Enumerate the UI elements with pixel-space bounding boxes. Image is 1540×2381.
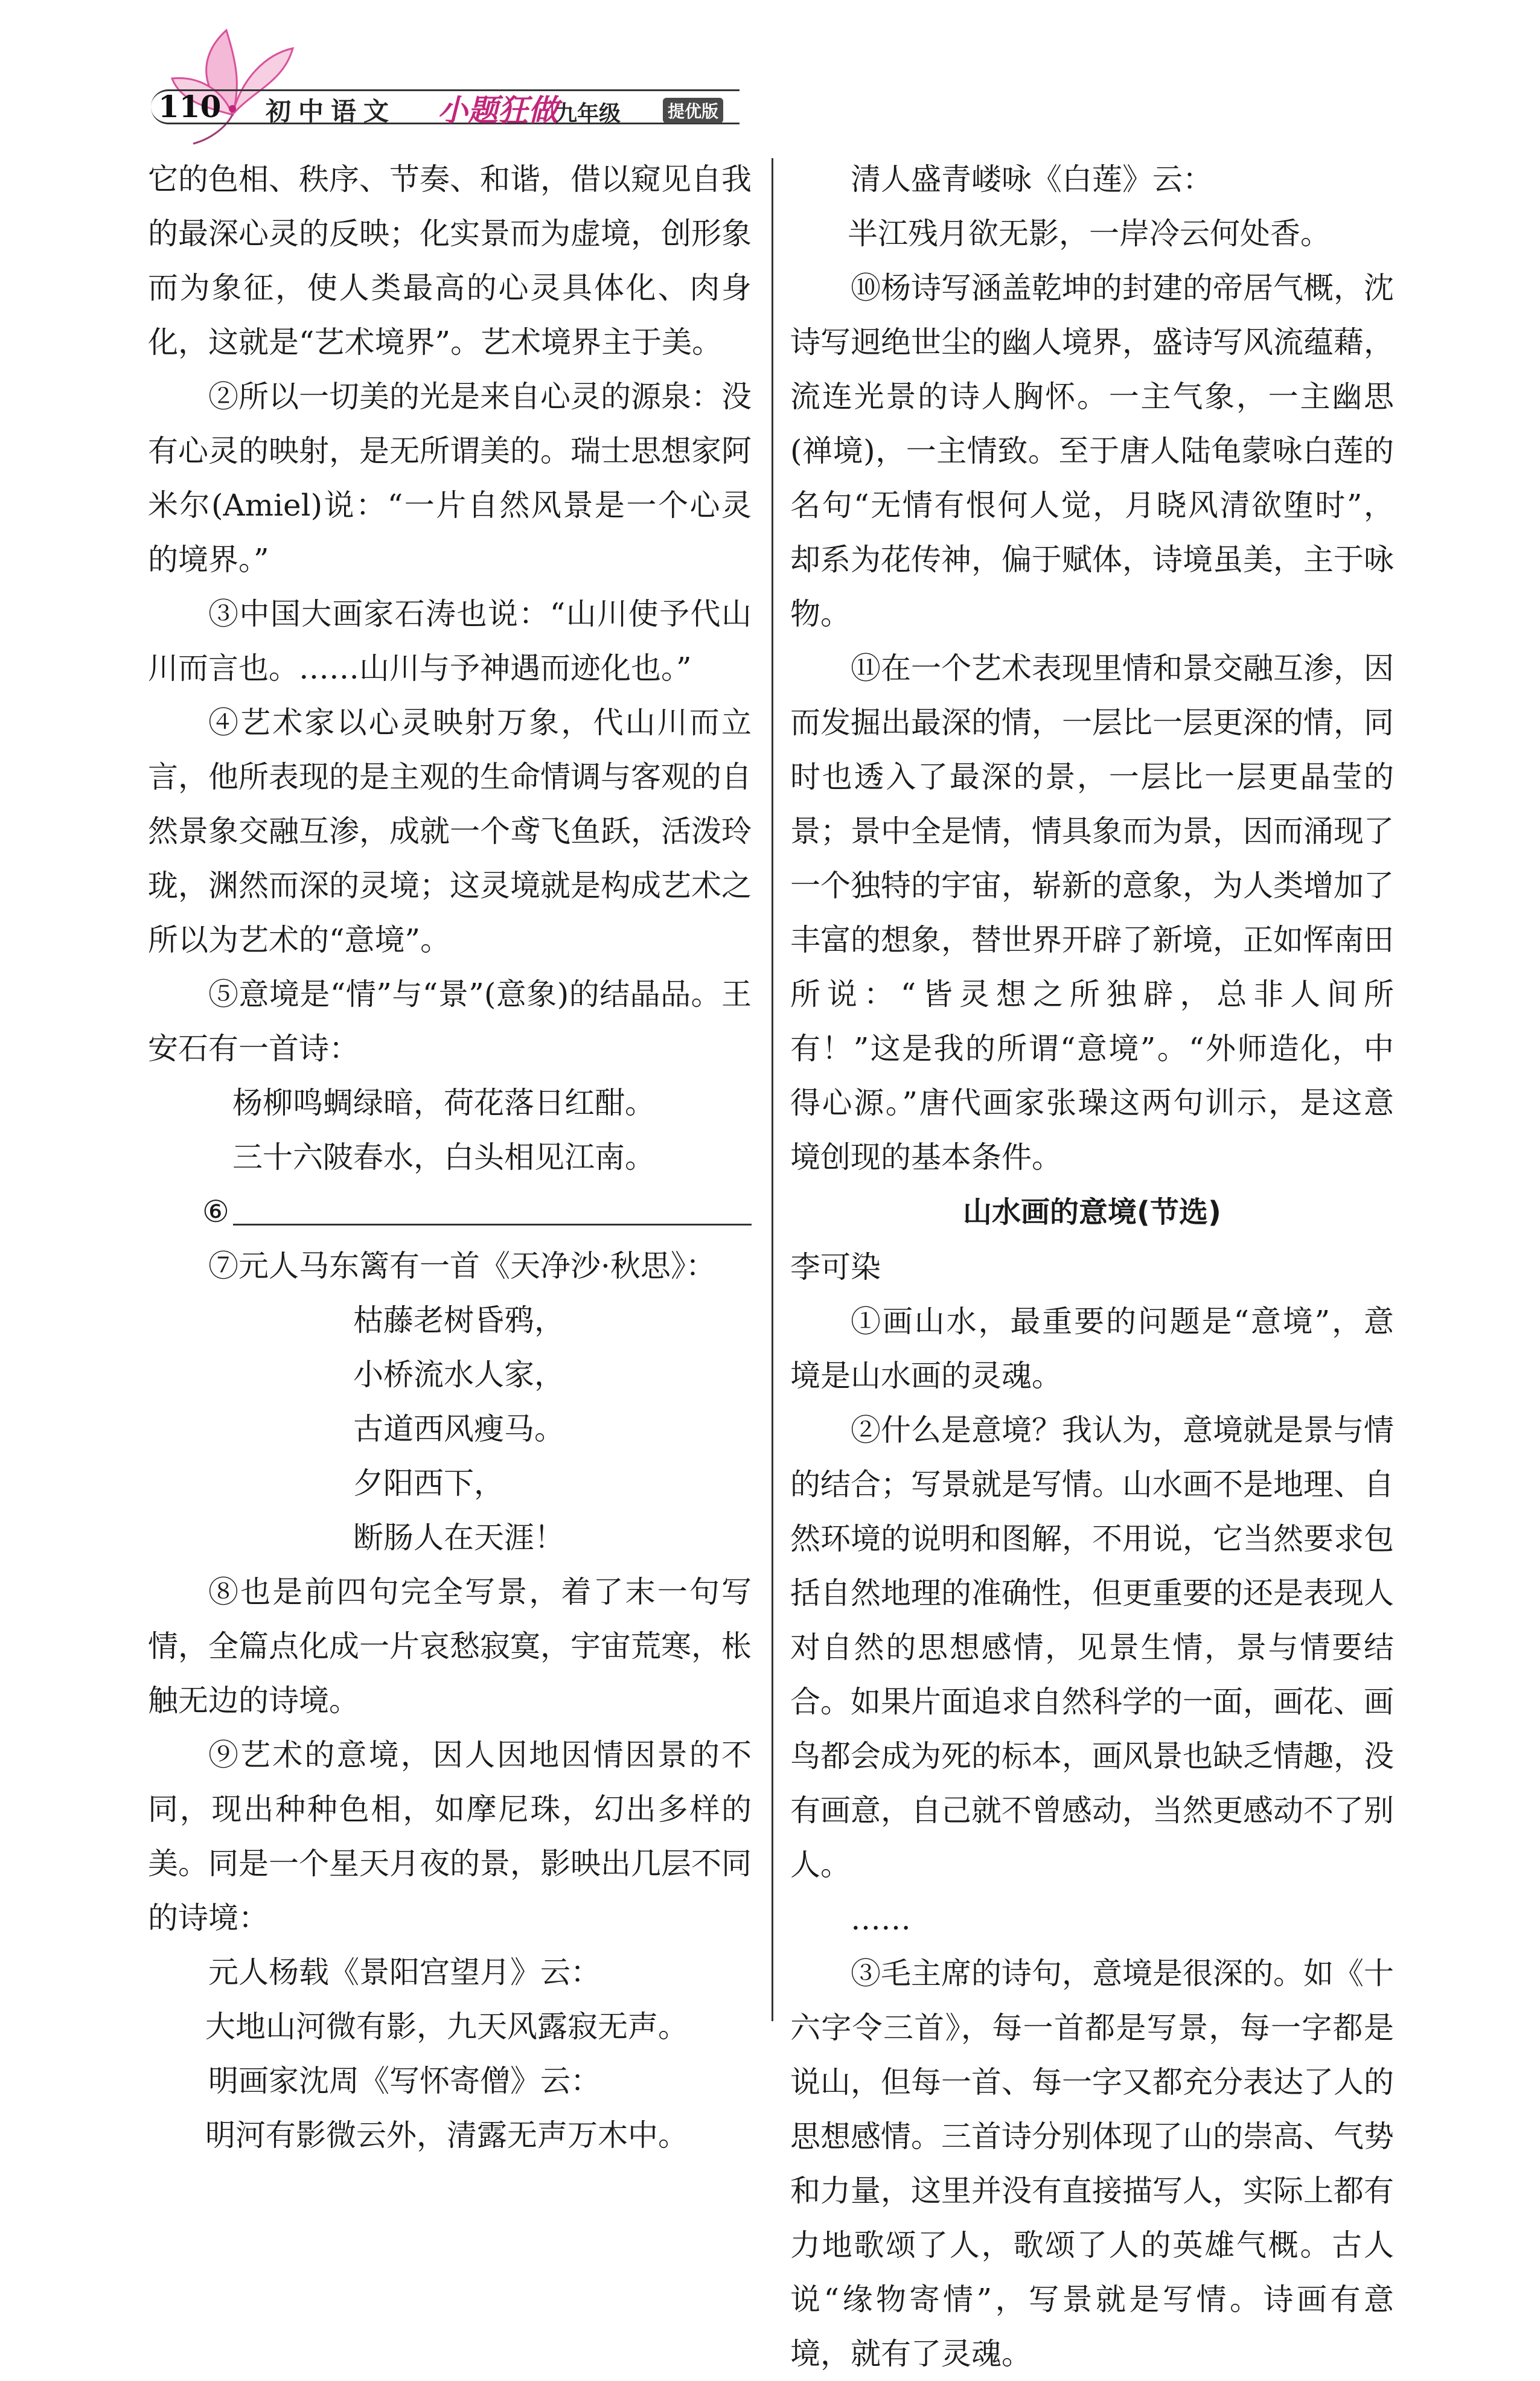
ci-line: 夕阳西下， bbox=[353, 1466, 504, 1501]
paragraph-7: ⑦元人马东篱有一首《天净沙·秋思》： bbox=[208, 1248, 716, 1283]
paragraph-11: ⑪在一个艺术表现里情和景交融互渗，因而发掘出最深的情，一层比一层更深的情，同时也透入了最深的景，一层比一层更晶莹的景；景中全是情，情具象而为景，因而涌现了一个独特的宇宙，崭新的意象，为人类增加了丰富的想象，替世界开辟了新境，正如恽南田所说：“皆灵想之所独辟，总非人间所有！”这是我的所谓“意境”。“外师造化，中得心源。”唐代画家张璪这两句训示，是这意境创现的基本条件。 bbox=[790, 651, 1394, 1175]
paragraph-9: ⑨艺术的意境，因人因地因情因景的不同，现出种种色相，如摩尼珠，幻出多样的美。同是一个星天月夜的景，影映出几层不同的诗境： bbox=[148, 1737, 752, 1935]
poem-intro: 明画家沈周《写怀寄僧》云： bbox=[208, 2063, 601, 2098]
left-column bbox=[148, 152, 752, 2162]
section-title: 山水画的意境(节选) bbox=[963, 1195, 1221, 1229]
poem-line: 三十六陂春水，白头相见江南。 bbox=[232, 1140, 655, 1175]
blank-underline bbox=[233, 1224, 752, 1226]
excerpt-paragraph-3: ③毛主席的诗句，意境是很深的。如《十六字令三首》，每一首都是写景，每一字都是说山，但每一首、每一字又都充分表达了人的思想感情。三首诗分别体现了山的崇高、气势和力量，这里并没有直接描写人，实际上都有力地歌颂了人，歌颂了人的英雄气概。古人说“缘物寄情”，写景就是写情。诗画有意境，就有了灵魂。 bbox=[790, 1956, 1394, 2371]
excerpt-paragraph-1: ①画山水，最重要的问题是“意境”，意境是山水画的灵魂。 bbox=[790, 1304, 1394, 1393]
ci-line: 枯藤老树昏鸦， bbox=[353, 1303, 564, 1338]
poem-line: 半江残月欲无影，一岸冷云何处香。 bbox=[848, 216, 1331, 251]
ellipsis: …… bbox=[851, 1902, 911, 1937]
edition-badge: 提优版 bbox=[663, 98, 723, 123]
page-header bbox=[0, 0, 1540, 157]
page-number: 110 bbox=[158, 89, 222, 124]
column-divider bbox=[772, 158, 773, 2021]
paragraph-4: ④艺术家以心灵映射万象，代山川而立言，他所表现的是主观的生命情调与客观的自然景象交融互渗，成就一个鸢飞鱼跃，活泼玲珑，渊然而深的灵境；这灵境就是构成艺术之所以为艺术的“意境”。 bbox=[148, 705, 752, 957]
author-name: 李可染 bbox=[790, 1250, 881, 1285]
brand-logo: 小题狂做 bbox=[438, 93, 558, 128]
fill-in-blank-6[interactable] bbox=[148, 1184, 752, 1239]
poem-intro: 清人盛青嵝咏《白莲》云： bbox=[851, 162, 1213, 197]
paragraph-5: ⑤意境是“情”与“景”(意象)的结晶品。王安石有一首诗： bbox=[148, 977, 752, 1066]
excerpt-paragraph-2: ②什么是意境？我认为，意境就是景与情的结合；写景就是写情。山水画不是地理、自然环境的说明和图解，不用说，它当然要求包括自然地理的准确性，但更重要的还是表现人对自然的思想感情，见景生情，景与情要结合。如果片面追求自然科学的一面，画花、画鸟都会成为死的标本，画风景也缺乏情趣，没有画意，自己就不曾感动，当然更感动不了别人。 bbox=[790, 1413, 1394, 1882]
paragraph-1-continued: 它的色相、秩序、节奏、和谐，借以窥见自我的最深心灵的反映；化实景而为虚境，创形象而为象征，使人类最高的心灵具体化、肉身化，这就是“艺术境界”。艺术境界主于美。 bbox=[148, 162, 752, 360]
poem-line: 明河有影微云外，清露无声万木中。 bbox=[205, 2118, 688, 2153]
ci-line: 断肠人在天涯！ bbox=[353, 1520, 564, 1555]
paragraph-3: ③中国大画家石涛也说：“山川使予代山川而言也。……山川与予神遇而迹化也。” bbox=[148, 596, 752, 686]
ci-line: 古道西风瘦马。 bbox=[353, 1411, 564, 1446]
book-title: 初中语文 bbox=[266, 97, 397, 126]
paragraph-8: ⑧也是前四句完全写景，着了末一句写情，全篇点化成一片哀愁寂寞，宇宙荒寒，枨触无边的诗境。 bbox=[148, 1574, 752, 1718]
poem-intro: 元人杨载《景阳宫望月》云： bbox=[208, 1955, 601, 1990]
poem-line: 杨柳鸣蜩绿暗，荷花落日红酣。 bbox=[232, 1085, 655, 1120]
grade-label: 九年级 bbox=[555, 101, 621, 126]
poem-line: 大地山河微有影，九天风露寂无声。 bbox=[205, 2009, 688, 2044]
paragraph-10: ⑩杨诗写涵盖乾坤的封建的帝居气概，沈诗写迥绝世尘的幽人境界，盛诗写风流蕴藉，流连光景的诗人胸怀。一主气象，一主幽思(禅境)，一主情致。至于唐人陆龟蒙咏白莲的名句“无情有恨何人觉，月晓风清欲堕时”，却系为花传神，偏于赋体，诗境虽美，主于咏物。 bbox=[790, 270, 1394, 631]
paragraph-2: ②所以一切美的光是来自心灵的源泉：没有心灵的映射，是无所谓美的。瑞士思想家阿米尔(Amiel)说：“一片自然风景是一个心灵的境界。” bbox=[148, 379, 752, 577]
right-column bbox=[790, 152, 1394, 2381]
paragraph-6-number: ⑥ bbox=[202, 1194, 229, 1229]
ci-line: 小桥流水人家， bbox=[353, 1357, 564, 1392]
